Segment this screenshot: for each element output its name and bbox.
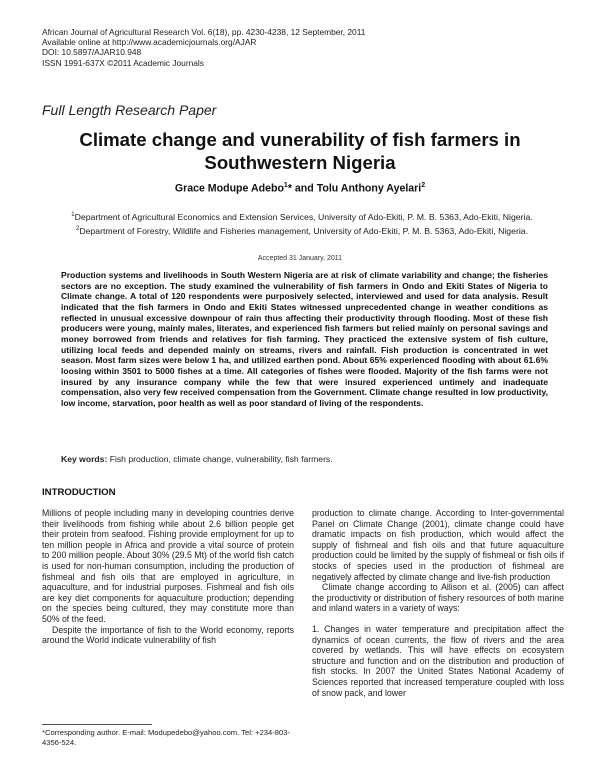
paragraph: Millions of people including many in developing countries derive their livelihoods from fishing while about 2.6 billion people get their protein from seafood. Fishing provide employment for up to ten million people in Africa and provide a vital source of protein to 200 million people. About 30% (29.5 Mt) of the world fish catch is used for non-human consumption, including the production of fishmeal and fish oils that are employed in agriculture, in aquaculture, and for industrial purposes. Fishmeal and fish oils are key diet components for aquaculture production; depending on the species being cultured, they may constitute more than 50% of the feed. — [42, 508, 294, 624]
corresponding-author-footnote: *Corresponding author. E-mail: Modupedebo@yahoo.com. Tel: +234-803-4356-524. — [42, 728, 290, 747]
author-2: Tolu Anthony Ayelari — [316, 182, 422, 195]
paragraph: production to climate change. According to Inter-governmental Panel on Climate Change (2001), climate change could have dramatic impacts on fish production, which would affect the supply of fishmeal and fish oils and that future aquaculture production could be limited by the supply of fishmeal or fish oils if stocks of species used in the production of fishmeal are negatively affected by climate change and live-fish production — [312, 508, 564, 582]
accepted-date: Accepted 31 January, 2011 — [257, 255, 343, 262]
journal-url: Available online at http://www.academicjournals.org/AJAR — [42, 37, 257, 48]
affiliation-1 — [48, 209, 556, 223]
issn: ISSN 1991-637X ©2011 Academic Journals — [42, 57, 204, 68]
affiliation-1-mark: 1 — [71, 212, 75, 218]
affiliation-2-mark: 2 — [75, 225, 80, 232]
paragraph: Climate change according to Allison et al. (2005) can affect the productivity or distribution of fishery resources of both marine and inland waters in a variety of ways: — [312, 582, 564, 614]
paragraph: 1. Changes in water temperature and precipitation affect the dynamics of ocean currents, the flow of rivers and the area covered by wetlands. This will have effects on ecosystem structure and function and on the distribution and production of fish stocks. In 2007 the United States National Academy of Sciences reported that increased temperature coupled with loss of snow pack, and lower — [312, 623, 564, 698]
section-heading-introduction: INTRODUCTION — [42, 487, 116, 498]
corresponding-star: * — [287, 182, 292, 195]
journal-citation: African Journal of Agricultural Research Vol. 6(18), pp. 4230-4238, 12 September, 2011 — [42, 27, 366, 37]
affiliation-2-text: Department of Forestry, Wildlife and Fisheries management, University of Ado-Ekiti, P. M. B. 5363, Ado-Ekiti, Nigeria. — [79, 225, 529, 236]
author-2-affil-mark: 2 — [421, 182, 426, 189]
abstract: Production systems and livelihoods in South Western Nigeria are at risk of climate variability and change; the fisheries sectors are no exception. The study examined the vulnerability of fish farmers in Ondo and Ekiti States of Nigeria to Climate change. A total of 120 respondents were purposively selected, interviewed and used for data analysis. Result indicated that the fish farmers in Ondo and Ekiti States witnessed unprecedented change in weather conditions as reflected in unusual excessive downpour of rain thus affecting their productivity through flooding. Most of these fish producers were young, mainly males, literates, and experienced fish farmers but relied mainly on personal savings and money borrowed from friends and relatives for fish farming. They practiced the extensive system of fish culture, utilizing local feeds and depended mainly on streams, rivers and rainfall. Fish production is concentrated in wet season. Most farm sizes were below 1 ha, and utilized earthen pond. About 65% experienced flooding with about 61.6% loosing within 3501 to 5000 fishes at a time. All categories of fishes were flooded. Majority of the fish farms were not insured by any insurance company while the few that were insured experienced untimely and inadequate compensation, also very few received compensation from the Government. Climate change resulted in low productivity, low income, starvation, poor health as well as poor standard of living of the respondents. — [61, 270, 548, 408]
footnote-divider — [42, 724, 152, 725]
keywords — [61, 454, 548, 464]
affiliation-1-text: Department of Agricultural Economics and Extension Services, University of Ado-Ekiti, P. M. B. 5363, Ado-Ekiti, Nigeria. — [74, 211, 533, 222]
paper-type: Full Length Research Paper — [42, 102, 217, 118]
left-column — [42, 508, 294, 646]
author-1-affil-mark: 1 — [283, 182, 288, 189]
paragraph: Despite the importance of fish to the World economy, reports around the World indicate vulnerability of fish — [42, 624, 294, 646]
affiliation-2 — [48, 223, 556, 237]
paper-title: Climate change and vunerability of fish farmers in Southwestern Nigeria — [79, 129, 521, 173]
doi: DOI: 10.5897/AJAR10.948 — [42, 47, 142, 58]
keywords-text: Fish production, climate change, vulnerability, fish farmers. — [109, 454, 333, 464]
right-column — [312, 508, 564, 698]
journal-header — [42, 27, 365, 68]
affiliations — [48, 209, 556, 237]
author-1: Grace Modupe Adebo — [174, 182, 284, 195]
author-conjunction: and — [291, 182, 317, 195]
keywords-label: Key words: — [61, 454, 108, 464]
author-line — [40, 182, 560, 195]
